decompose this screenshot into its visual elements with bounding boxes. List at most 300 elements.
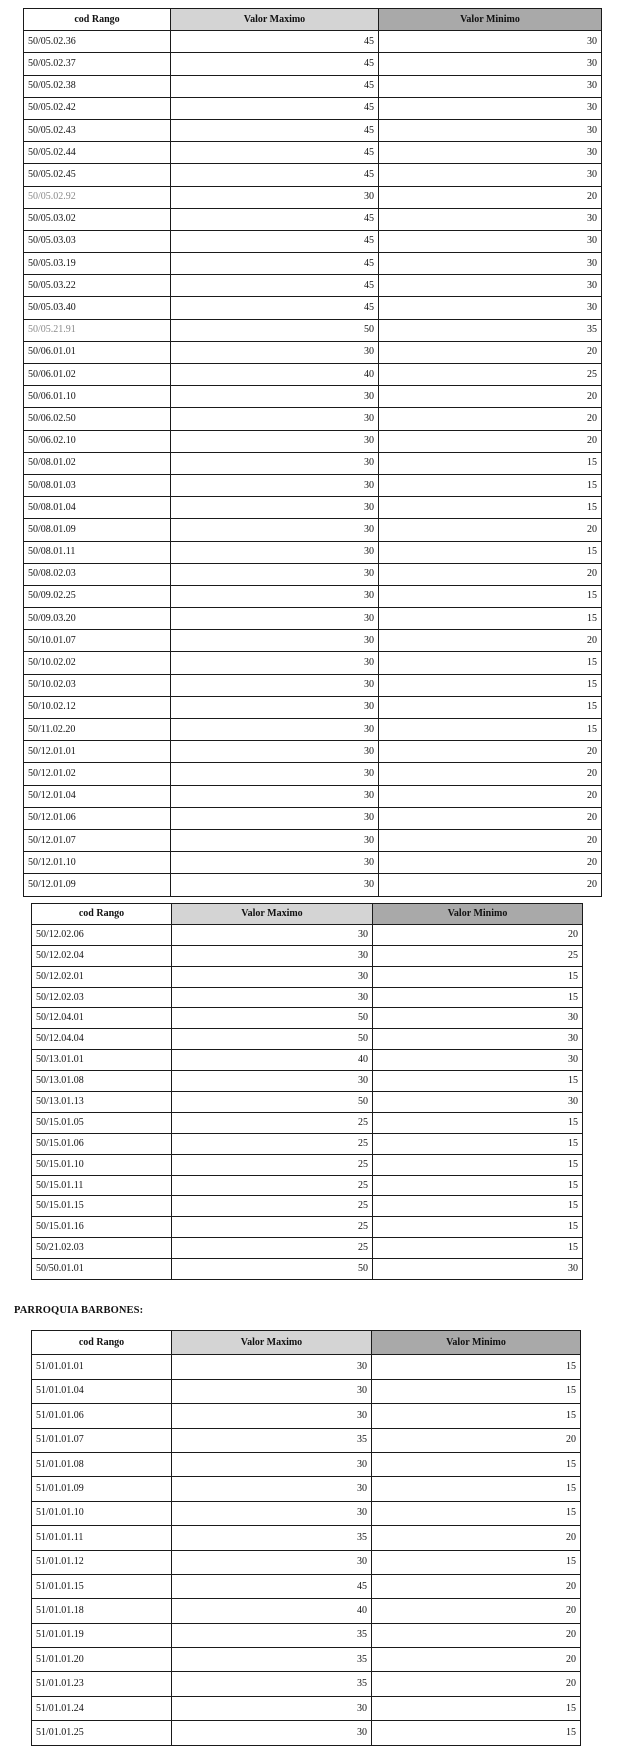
table-row bbox=[32, 1050, 583, 1071]
min-value-cell: 20 bbox=[379, 763, 602, 785]
code-cell: 50/15.01.11 bbox=[32, 1175, 172, 1196]
min-value-cell: 30 bbox=[379, 230, 602, 252]
code-cell: 50/10.02.12 bbox=[24, 696, 171, 718]
max-value-cell: 25 bbox=[172, 1238, 373, 1259]
code-cell: 51/01.01.06 bbox=[32, 1404, 172, 1428]
table-row bbox=[24, 364, 602, 386]
min-value-cell: 15 bbox=[373, 1154, 583, 1175]
code-cell: 51/01.01.12 bbox=[32, 1550, 172, 1574]
max-value-cell: 30 bbox=[172, 924, 373, 945]
table-row bbox=[32, 1452, 581, 1476]
max-value-cell: 30 bbox=[172, 1379, 372, 1403]
max-value-cell: 35 bbox=[172, 1648, 372, 1672]
table-row bbox=[32, 1112, 583, 1133]
table-row bbox=[24, 741, 602, 763]
table-row bbox=[24, 541, 602, 563]
table-row bbox=[32, 1154, 583, 1175]
min-value-cell: 30 bbox=[373, 1259, 583, 1280]
code-cell: 51/01.01.15 bbox=[32, 1574, 172, 1598]
range-table-1 bbox=[23, 8, 602, 897]
max-value-cell: 30 bbox=[171, 186, 379, 208]
code-cell: 50/15.01.16 bbox=[32, 1217, 172, 1238]
min-value-cell: 15 bbox=[373, 1217, 583, 1238]
code-cell: 50/05.02.36 bbox=[24, 31, 171, 53]
code-cell: 50/12.04.04 bbox=[32, 1029, 172, 1050]
min-value-cell: 20 bbox=[379, 386, 602, 408]
max-value-cell: 45 bbox=[171, 253, 379, 275]
max-value-cell: 30 bbox=[171, 719, 379, 741]
code-cell: 50/06.01.02 bbox=[24, 364, 171, 386]
table-row bbox=[24, 763, 602, 785]
table-row bbox=[24, 186, 602, 208]
code-cell: 50/50.01.01 bbox=[32, 1259, 172, 1280]
code-cell: 50/05.02.92 bbox=[24, 186, 171, 208]
max-value-cell: 30 bbox=[171, 807, 379, 829]
section-title-parroquia: PARROQUIA BARBONES: bbox=[14, 1305, 144, 1316]
max-value-cell: 30 bbox=[171, 430, 379, 452]
table-row bbox=[32, 1071, 583, 1092]
max-value-cell: 30 bbox=[171, 474, 379, 496]
table-row bbox=[24, 608, 602, 630]
code-cell: 50/05.03.22 bbox=[24, 275, 171, 297]
min-value-cell: 30 bbox=[373, 1029, 583, 1050]
max-value-cell: 50 bbox=[172, 1008, 373, 1029]
min-value-cell: 20 bbox=[379, 741, 602, 763]
table-row bbox=[24, 275, 602, 297]
code-cell: 50/15.01.10 bbox=[32, 1154, 172, 1175]
table-header-row bbox=[32, 1331, 581, 1355]
min-value-cell: 30 bbox=[373, 1050, 583, 1071]
code-cell: 50/05.02.44 bbox=[24, 142, 171, 164]
table-row bbox=[24, 829, 602, 851]
max-value-cell: 30 bbox=[171, 585, 379, 607]
code-cell: 50/10.02.03 bbox=[24, 674, 171, 696]
code-cell: 50/08.02.03 bbox=[24, 563, 171, 585]
max-value-cell: 45 bbox=[172, 1574, 372, 1598]
table-row bbox=[32, 1175, 583, 1196]
max-value-cell: 45 bbox=[171, 119, 379, 141]
max-value-cell: 30 bbox=[172, 1404, 372, 1428]
code-cell: 50/06.01.10 bbox=[24, 386, 171, 408]
code-cell: 50/12.01.07 bbox=[24, 829, 171, 851]
code-cell: 51/01.01.18 bbox=[32, 1599, 172, 1623]
min-value-cell: 30 bbox=[379, 53, 602, 75]
min-value-cell: 30 bbox=[379, 119, 602, 141]
max-value-cell: 30 bbox=[172, 1355, 372, 1379]
min-value-cell: 15 bbox=[373, 1196, 583, 1217]
max-value-cell: 25 bbox=[172, 1217, 373, 1238]
max-value-cell: 30 bbox=[172, 966, 373, 987]
table-row bbox=[32, 1238, 583, 1259]
min-value-cell: 20 bbox=[372, 1648, 581, 1672]
code-cell: 50/05.03.02 bbox=[24, 208, 171, 230]
table-row bbox=[32, 966, 583, 987]
table-row bbox=[24, 452, 602, 474]
code-cell: 50/12.01.02 bbox=[24, 763, 171, 785]
min-value-cell: 30 bbox=[379, 275, 602, 297]
max-value-cell: 30 bbox=[172, 1477, 372, 1501]
table-row bbox=[24, 208, 602, 230]
min-value-cell: 20 bbox=[379, 630, 602, 652]
min-value-cell: 15 bbox=[373, 1133, 583, 1154]
max-value-cell: 35 bbox=[172, 1623, 372, 1647]
min-value-cell: 30 bbox=[379, 253, 602, 275]
max-value-cell: 30 bbox=[172, 1501, 372, 1525]
code-cell: 50/12.04.01 bbox=[32, 1008, 172, 1029]
table-row bbox=[32, 1008, 583, 1029]
max-value-cell: 30 bbox=[171, 541, 379, 563]
min-value-cell: 15 bbox=[372, 1404, 581, 1428]
min-value-cell: 15 bbox=[373, 1071, 583, 1092]
table-row bbox=[24, 585, 602, 607]
code-cell: 50/06.02.50 bbox=[24, 408, 171, 430]
min-value-cell: 20 bbox=[379, 852, 602, 874]
table-row bbox=[24, 230, 602, 252]
max-value-cell: 30 bbox=[171, 630, 379, 652]
max-value-cell: 30 bbox=[172, 1550, 372, 1574]
table-row bbox=[24, 874, 602, 896]
min-value-cell: 20 bbox=[379, 874, 602, 896]
min-value-cell: 20 bbox=[372, 1623, 581, 1647]
code-cell: 50/08.01.03 bbox=[24, 474, 171, 496]
table-row bbox=[24, 253, 602, 275]
max-value-cell: 30 bbox=[172, 1696, 372, 1720]
table-row bbox=[32, 1259, 583, 1280]
min-value-cell: 15 bbox=[372, 1501, 581, 1525]
min-value-cell: 20 bbox=[379, 408, 602, 430]
max-value-cell: 30 bbox=[171, 829, 379, 851]
min-value-cell: 30 bbox=[379, 31, 602, 53]
max-value-cell: 30 bbox=[171, 408, 379, 430]
range-table-3 bbox=[31, 1330, 581, 1746]
code-cell: 51/01.01.11 bbox=[32, 1526, 172, 1550]
table-row bbox=[32, 1379, 581, 1403]
min-value-cell: 30 bbox=[379, 142, 602, 164]
max-value-cell: 45 bbox=[171, 230, 379, 252]
min-value-cell: 15 bbox=[379, 608, 602, 630]
max-value-cell: 25 bbox=[172, 1175, 373, 1196]
code-cell: 50/05.02.42 bbox=[24, 97, 171, 119]
table-row bbox=[32, 1029, 583, 1050]
code-cell: 50/05.03.40 bbox=[24, 297, 171, 319]
max-value-cell: 45 bbox=[171, 97, 379, 119]
min-value-cell: 20 bbox=[372, 1574, 581, 1598]
min-value-cell: 25 bbox=[379, 364, 602, 386]
table-row bbox=[32, 1696, 581, 1720]
table-row bbox=[32, 1599, 581, 1623]
max-value-cell: 50 bbox=[172, 1092, 373, 1113]
code-cell: 50/13.01.01 bbox=[32, 1050, 172, 1071]
table-row bbox=[24, 563, 602, 585]
code-cell: 50/08.01.02 bbox=[24, 452, 171, 474]
max-value-cell: 40 bbox=[172, 1599, 372, 1623]
max-value-cell: 30 bbox=[171, 763, 379, 785]
max-value-cell: 35 bbox=[172, 1672, 372, 1696]
table-row bbox=[32, 945, 583, 966]
table-row bbox=[24, 807, 602, 829]
min-value-cell: 15 bbox=[373, 1112, 583, 1133]
header-cod-rango: cod Rango bbox=[32, 1331, 172, 1355]
code-cell: 50/08.01.11 bbox=[24, 541, 171, 563]
code-cell: 51/01.01.23 bbox=[32, 1672, 172, 1696]
code-cell: 51/01.01.19 bbox=[32, 1623, 172, 1647]
code-cell: 50/12.01.01 bbox=[24, 741, 171, 763]
min-value-cell: 20 bbox=[372, 1599, 581, 1623]
code-cell: 50/12.01.06 bbox=[24, 807, 171, 829]
min-value-cell: 15 bbox=[379, 452, 602, 474]
code-cell: 50/08.01.09 bbox=[24, 519, 171, 541]
table-row bbox=[32, 987, 583, 1008]
header-valor-maximo: Valor Maximo bbox=[171, 9, 379, 31]
code-cell: 51/01.01.20 bbox=[32, 1648, 172, 1672]
min-value-cell: 15 bbox=[379, 674, 602, 696]
code-cell: 50/12.02.06 bbox=[32, 924, 172, 945]
code-cell: 51/01.01.08 bbox=[32, 1452, 172, 1476]
table-row bbox=[24, 31, 602, 53]
code-cell: 50/05.02.45 bbox=[24, 164, 171, 186]
min-value-cell: 30 bbox=[379, 75, 602, 97]
min-value-cell: 20 bbox=[372, 1672, 581, 1696]
min-value-cell: 30 bbox=[379, 297, 602, 319]
code-cell: 50/11.02.20 bbox=[24, 719, 171, 741]
code-cell: 50/13.01.13 bbox=[32, 1092, 172, 1113]
max-value-cell: 45 bbox=[171, 142, 379, 164]
table-row bbox=[32, 1477, 581, 1501]
table-row bbox=[24, 119, 602, 141]
min-value-cell: 15 bbox=[373, 1175, 583, 1196]
table-row bbox=[24, 164, 602, 186]
min-value-cell: 15 bbox=[379, 652, 602, 674]
max-value-cell: 35 bbox=[172, 1428, 372, 1452]
table-row bbox=[32, 1428, 581, 1452]
max-value-cell: 30 bbox=[171, 386, 379, 408]
table-row bbox=[32, 1550, 581, 1574]
code-cell: 50/15.01.06 bbox=[32, 1133, 172, 1154]
table-header-row bbox=[24, 9, 602, 31]
code-cell: 51/01.01.24 bbox=[32, 1696, 172, 1720]
table-row bbox=[32, 1355, 581, 1379]
code-cell: 50/12.01.09 bbox=[24, 874, 171, 896]
table-row bbox=[24, 142, 602, 164]
code-cell: 50/05.03.19 bbox=[24, 253, 171, 275]
table-row bbox=[32, 1404, 581, 1428]
code-cell: 51/01.01.09 bbox=[32, 1477, 172, 1501]
min-value-cell: 15 bbox=[372, 1452, 581, 1476]
min-value-cell: 15 bbox=[372, 1355, 581, 1379]
max-value-cell: 30 bbox=[172, 945, 373, 966]
max-value-cell: 50 bbox=[172, 1029, 373, 1050]
table-row bbox=[24, 719, 602, 741]
range-table-2 bbox=[31, 903, 583, 1280]
code-cell: 50/10.02.02 bbox=[24, 652, 171, 674]
table-row bbox=[32, 1648, 581, 1672]
min-value-cell: 20 bbox=[373, 924, 583, 945]
max-value-cell: 30 bbox=[171, 852, 379, 874]
max-value-cell: 40 bbox=[172, 1050, 373, 1071]
code-cell: 50/06.02.10 bbox=[24, 430, 171, 452]
min-value-cell: 15 bbox=[379, 719, 602, 741]
max-value-cell: 30 bbox=[171, 696, 379, 718]
max-value-cell: 30 bbox=[171, 341, 379, 363]
max-value-cell: 30 bbox=[172, 1071, 373, 1092]
min-value-cell: 15 bbox=[372, 1379, 581, 1403]
min-value-cell: 20 bbox=[379, 829, 602, 851]
table-row bbox=[24, 408, 602, 430]
max-value-cell: 45 bbox=[171, 297, 379, 319]
min-value-cell: 25 bbox=[373, 945, 583, 966]
max-value-cell: 30 bbox=[172, 987, 373, 1008]
code-cell: 50/15.01.15 bbox=[32, 1196, 172, 1217]
table-row bbox=[24, 630, 602, 652]
header-valor-maximo: Valor Maximo bbox=[172, 904, 373, 925]
max-value-cell: 40 bbox=[171, 364, 379, 386]
table-row bbox=[24, 497, 602, 519]
max-value-cell: 30 bbox=[171, 608, 379, 630]
max-value-cell: 50 bbox=[171, 319, 379, 341]
max-value-cell: 30 bbox=[171, 563, 379, 585]
min-value-cell: 35 bbox=[379, 319, 602, 341]
min-value-cell: 15 bbox=[372, 1477, 581, 1501]
code-cell: 50/05.02.38 bbox=[24, 75, 171, 97]
table-row bbox=[24, 297, 602, 319]
table-row bbox=[32, 1672, 581, 1696]
table-row bbox=[24, 696, 602, 718]
min-value-cell: 30 bbox=[379, 208, 602, 230]
min-value-cell: 15 bbox=[372, 1696, 581, 1720]
code-cell: 50/05.02.43 bbox=[24, 119, 171, 141]
min-value-cell: 15 bbox=[372, 1550, 581, 1574]
table-row bbox=[32, 1501, 581, 1525]
table-row bbox=[24, 652, 602, 674]
table-row bbox=[24, 75, 602, 97]
min-value-cell: 15 bbox=[379, 696, 602, 718]
table-row bbox=[24, 852, 602, 874]
min-value-cell: 15 bbox=[372, 1721, 581, 1745]
code-cell: 50/06.01.01 bbox=[24, 341, 171, 363]
table-row bbox=[32, 1196, 583, 1217]
min-value-cell: 20 bbox=[372, 1526, 581, 1550]
min-value-cell: 20 bbox=[379, 519, 602, 541]
min-value-cell: 20 bbox=[379, 785, 602, 807]
table-row bbox=[32, 1526, 581, 1550]
code-cell: 50/09.03.20 bbox=[24, 608, 171, 630]
code-cell: 50/05.21.91 bbox=[24, 319, 171, 341]
max-value-cell: 25 bbox=[172, 1112, 373, 1133]
min-value-cell: 30 bbox=[379, 97, 602, 119]
min-value-cell: 15 bbox=[379, 585, 602, 607]
code-cell: 50/12.02.03 bbox=[32, 987, 172, 1008]
table-header-row bbox=[32, 904, 583, 925]
code-cell: 50/08.01.04 bbox=[24, 497, 171, 519]
code-cell: 50/12.01.10 bbox=[24, 852, 171, 874]
min-value-cell: 20 bbox=[379, 563, 602, 585]
max-value-cell: 30 bbox=[172, 1721, 372, 1745]
header-valor-maximo: Valor Maximo bbox=[172, 1331, 372, 1355]
header-cod-rango: cod Rango bbox=[32, 904, 172, 925]
max-value-cell: 35 bbox=[172, 1526, 372, 1550]
table-row bbox=[32, 924, 583, 945]
code-cell: 51/01.01.25 bbox=[32, 1721, 172, 1745]
code-cell: 50/09.02.25 bbox=[24, 585, 171, 607]
table-row bbox=[24, 474, 602, 496]
code-cell: 51/01.01.04 bbox=[32, 1379, 172, 1403]
max-value-cell: 50 bbox=[172, 1259, 373, 1280]
min-value-cell: 20 bbox=[379, 430, 602, 452]
min-value-cell: 30 bbox=[373, 1008, 583, 1029]
max-value-cell: 45 bbox=[171, 208, 379, 230]
min-value-cell: 15 bbox=[373, 987, 583, 1008]
max-value-cell: 25 bbox=[172, 1154, 373, 1175]
code-cell: 50/12.02.04 bbox=[32, 945, 172, 966]
min-value-cell: 20 bbox=[379, 186, 602, 208]
header-cod-rango: cod Rango bbox=[24, 9, 171, 31]
min-value-cell: 30 bbox=[379, 164, 602, 186]
code-cell: 50/12.01.04 bbox=[24, 785, 171, 807]
header-valor-minimo: Valor Minimo bbox=[372, 1331, 581, 1355]
min-value-cell: 15 bbox=[373, 1238, 583, 1259]
max-value-cell: 30 bbox=[171, 785, 379, 807]
max-value-cell: 30 bbox=[172, 1452, 372, 1476]
min-value-cell: 15 bbox=[379, 541, 602, 563]
min-value-cell: 15 bbox=[373, 966, 583, 987]
max-value-cell: 30 bbox=[171, 652, 379, 674]
code-cell: 50/05.03.03 bbox=[24, 230, 171, 252]
table-row bbox=[24, 341, 602, 363]
table-row bbox=[32, 1133, 583, 1154]
table-row bbox=[24, 430, 602, 452]
header-valor-minimo: Valor Minimo bbox=[379, 9, 602, 31]
min-value-cell: 20 bbox=[379, 807, 602, 829]
min-value-cell: 15 bbox=[379, 497, 602, 519]
min-value-cell: 15 bbox=[379, 474, 602, 496]
table-row bbox=[32, 1574, 581, 1598]
min-value-cell: 20 bbox=[379, 341, 602, 363]
table-row bbox=[32, 1092, 583, 1113]
code-cell: 51/01.01.10 bbox=[32, 1501, 172, 1525]
max-value-cell: 30 bbox=[171, 741, 379, 763]
table-row bbox=[24, 674, 602, 696]
code-cell: 50/10.01.07 bbox=[24, 630, 171, 652]
max-value-cell: 45 bbox=[171, 53, 379, 75]
table-row bbox=[32, 1721, 581, 1745]
table-row bbox=[24, 785, 602, 807]
code-cell: 51/01.01.07 bbox=[32, 1428, 172, 1452]
table-row bbox=[24, 53, 602, 75]
min-value-cell: 30 bbox=[373, 1092, 583, 1113]
code-cell: 50/21.02.03 bbox=[32, 1238, 172, 1259]
max-value-cell: 25 bbox=[172, 1196, 373, 1217]
min-value-cell: 20 bbox=[372, 1428, 581, 1452]
max-value-cell: 25 bbox=[172, 1133, 373, 1154]
max-value-cell: 30 bbox=[171, 452, 379, 474]
max-value-cell: 30 bbox=[171, 519, 379, 541]
max-value-cell: 45 bbox=[171, 75, 379, 97]
table-row bbox=[24, 319, 602, 341]
table-row bbox=[24, 386, 602, 408]
code-cell: 50/12.02.01 bbox=[32, 966, 172, 987]
header-valor-minimo: Valor Minimo bbox=[373, 904, 583, 925]
table-row bbox=[24, 519, 602, 541]
max-value-cell: 45 bbox=[171, 31, 379, 53]
code-cell: 50/13.01.08 bbox=[32, 1071, 172, 1092]
max-value-cell: 45 bbox=[171, 275, 379, 297]
max-value-cell: 30 bbox=[171, 497, 379, 519]
table-row bbox=[32, 1623, 581, 1647]
table-row bbox=[32, 1217, 583, 1238]
max-value-cell: 30 bbox=[171, 874, 379, 896]
max-value-cell: 30 bbox=[171, 674, 379, 696]
table-row bbox=[24, 97, 602, 119]
